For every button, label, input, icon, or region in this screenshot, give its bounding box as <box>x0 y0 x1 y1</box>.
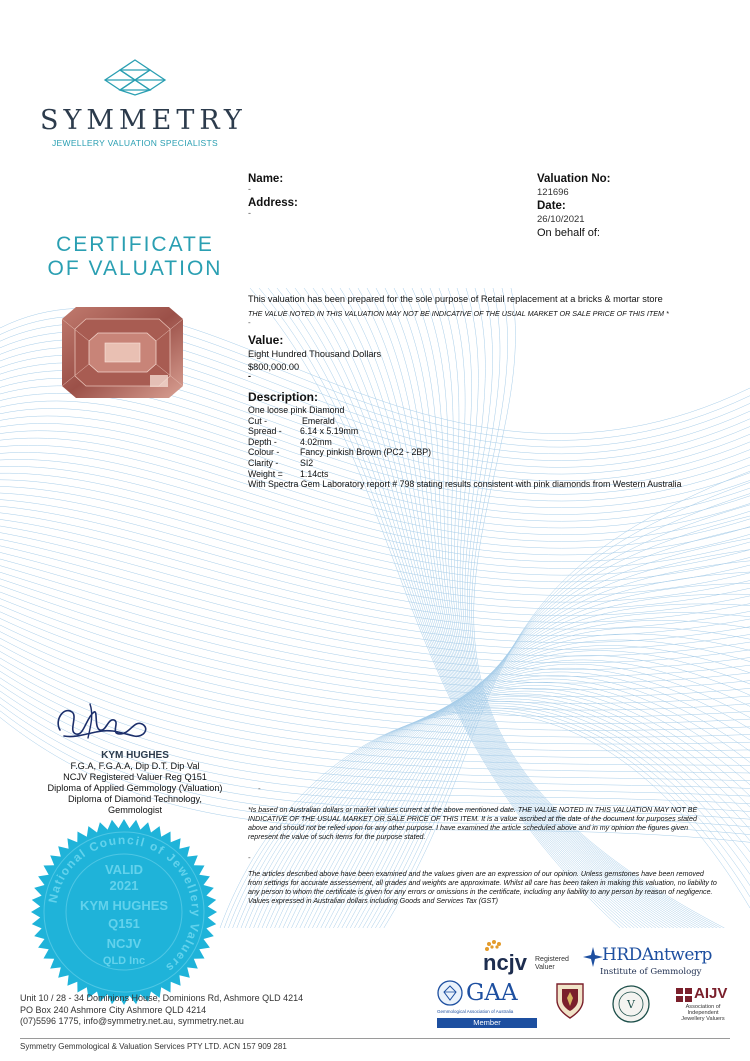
certificate-title <box>30 233 240 281</box>
purpose-text: This valuation has been prepared for the sole purpose of Retail replacement at a bricks & mortar store <box>248 294 663 304</box>
value-amount: $800,000.00 <box>248 362 300 372</box>
gaa-sub: Gemmological Association of Australia <box>437 1009 514 1014</box>
description-row <box>248 447 718 458</box>
footer-address <box>20 993 303 1028</box>
aijv-sub-1: Association of <box>685 1004 721 1010</box>
valuation-number-label: Valuation No: <box>537 173 611 185</box>
aijv-sub-3: Jewellery Valuers <box>681 1016 725 1023</box>
description-intro: One loose pink Diamond <box>248 405 345 415</box>
description-body <box>248 405 718 490</box>
seal-valuer: KYM HUGHES <box>79 898 169 913</box>
footer-address-line: Unit 10 / 28 - 34 Dominions House, Dominions Rd, Ashmore QLD 4214 <box>20 993 304 1003</box>
row-key: Spread - <box>248 426 282 437</box>
seal-state: QLD Inc <box>102 955 146 967</box>
fine-print-para2: The articles described above have been examined and the values given are an expression of our opinion. Unless gemstones have been removed from settings for accurate assessement, all grades and weights are approximate. Whilst all care has been taken in making this valuation, no liability to any person to whom the certificate is given for any errors or omissions in the certificate, including any liability to any person by reason of negligence. Values expressed in Australian dollars including Goods and Services Tax (GST) <box>248 870 717 905</box>
footer-contact-line: (07)5596 1775, info@symmetry.net.au, symmetry.net.au <box>20 1016 244 1026</box>
row-key: Colour - <box>248 447 280 458</box>
address-value: - <box>248 208 251 218</box>
description-row <box>248 437 718 448</box>
certificate-title-line2: OF VALUATION <box>47 257 223 280</box>
row-value: 6.14 x 5.19mm <box>300 426 359 437</box>
v-seal-icon <box>612 985 650 1023</box>
value-words: Eight Hundred Thousand Dollars <box>248 349 382 359</box>
gaa-member: Member <box>473 1018 501 1027</box>
row-value: 1.14cts <box>300 468 329 479</box>
crest-icon <box>553 980 587 1020</box>
description-note: With Spectra Gem Laboratory report # 798 stating results consistent with pink diamonds from Western Australia <box>248 479 682 490</box>
value-section <box>248 333 381 380</box>
gaa-name: GAA <box>466 980 518 1006</box>
ncjv-name: ncjv <box>483 950 528 975</box>
purpose-disclaimer: THE VALUE NOTED IN THIS VALUATION MAY NOT BE INDICATIVE OF THE USUAL MARKET OR SALE PRICE OF THIS ITEM * <box>248 309 669 318</box>
valuer-credential: Gemmologist <box>107 805 163 815</box>
diamond-logo-icon <box>100 58 170 96</box>
footer-company: Symmetry Gemmological & Valuation Services PTY LTD. ACN 157 909 281 <box>20 1038 730 1051</box>
date-label: Date: <box>537 200 566 212</box>
description-row <box>248 458 718 469</box>
aijv-name: AIJV <box>694 985 728 1002</box>
value-dash: - <box>248 371 251 381</box>
value-heading: Value: <box>248 333 284 347</box>
client-block <box>248 173 298 218</box>
valuation-number-value: 121696 <box>537 187 569 198</box>
ncjv-seal <box>30 818 218 1006</box>
gaa-emblem-icon <box>437 980 463 1006</box>
valuer-name: KYM HUGHES <box>101 750 169 761</box>
brand-tagline: JEWELLERY VALUATION SPECIALISTS <box>52 138 218 148</box>
fine-print-para1: *Is based on Australian dollars or market values current at the above mentioned date. THE VALUE NOTED IN THIS VALUATION MAY NOT BE INDICATIVE OF THE USUAL MARKET OR SALE PRICE OF THIS ITEM. It is a value ascribed at the date of the document for purposes stated above and should not be relied upon for any other purpose. I have examined the article scheduled above and in my opinion the figures given represent the value of such items for the purpose stated. <box>248 806 698 841</box>
brand-name: SYMMETRY <box>40 105 247 136</box>
row-value: SI2 <box>300 457 314 468</box>
seal-arc-text: National Council of Jewellery Valuers <box>45 832 204 976</box>
valuer-credential: F.G.A, F.G.A.A, Dip D.T. Dip Val <box>70 761 200 771</box>
row-key: Weight = <box>248 468 283 479</box>
seal-year: 2021 <box>109 878 139 893</box>
svg-text:V: V <box>627 998 635 1011</box>
hrd-star-icon <box>583 947 603 967</box>
date-value: 26/10/2021 <box>537 214 585 225</box>
aijv-sub-2: Independent <box>687 1010 719 1017</box>
pink-diamond-image <box>60 305 185 400</box>
seal-valid: VALID <box>104 862 144 877</box>
description-row <box>248 416 718 427</box>
valuation-meta <box>537 173 610 239</box>
description-heading: Description: <box>248 390 319 404</box>
valuer-credential: Diploma of Diamond Technology, <box>68 794 202 804</box>
hrd-name: HRDAntwerp <box>602 945 712 965</box>
hrd-sub: Institute of Gemmology <box>600 967 702 977</box>
fine-print-dash-mid: - <box>248 853 251 862</box>
ncjv-tag-1: Registered <box>535 956 569 963</box>
row-key: Cut - <box>248 415 268 426</box>
valuer-block <box>20 690 250 816</box>
row-value: 4.02mm <box>300 436 332 447</box>
description-row <box>248 469 718 480</box>
certificate-title-line1: CERTIFICATE <box>56 233 214 256</box>
valuer-credential: Diploma of Applied Gemmology (Valuation) <box>47 783 223 793</box>
on-behalf-label: On behalf of: <box>537 227 600 239</box>
fine-print-dash-top: - <box>258 784 261 793</box>
address-label: Address: <box>248 197 298 209</box>
seal-reg: Q151 <box>108 916 140 931</box>
row-key: Depth - <box>248 436 277 447</box>
ncjv-tag-2: Valuer <box>535 964 555 971</box>
description-row <box>248 426 718 437</box>
name-value: - <box>248 184 251 194</box>
seal-ncjv: NCJV <box>106 936 142 951</box>
name-label: Name: <box>248 173 284 185</box>
valuer-credential: NCJV Registered Valuer Reg Q151 <box>63 772 207 782</box>
row-value: Emerald <box>302 415 335 426</box>
row-value: Fancy pinkish Brown (PC2 - 2BP) <box>300 447 432 458</box>
aijv-sub <box>668 1004 738 1023</box>
symmetry-logo <box>40 58 247 148</box>
footer-address-line: PO Box 240 Ashmore City Ashmore QLD 4214 <box>20 1004 207 1015</box>
aijv-grid-icon <box>676 988 692 1002</box>
row-key: Clarity - <box>248 457 279 468</box>
